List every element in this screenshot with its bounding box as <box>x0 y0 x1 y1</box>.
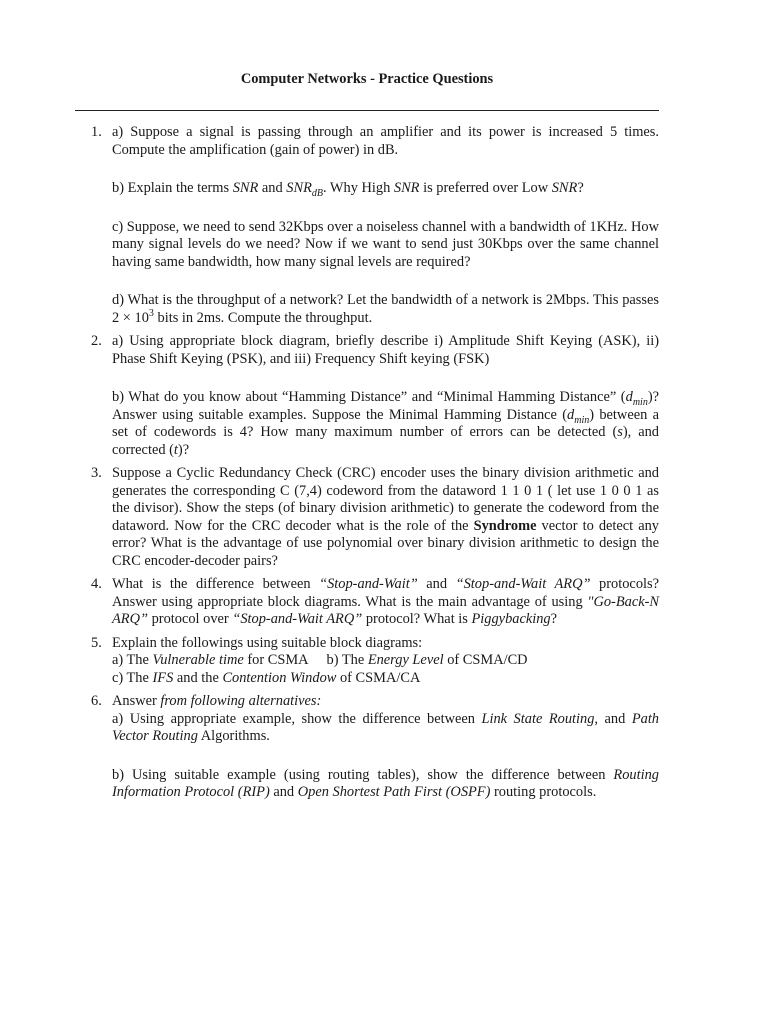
text: ), and corrected ( <box>112 424 660 458</box>
question-2b <box>112 389 659 459</box>
question-5-ab <box>112 652 659 670</box>
question-number: 3. <box>91 465 102 481</box>
text: , and <box>594 710 632 727</box>
question-5-c <box>112 670 659 688</box>
text: and <box>269 784 298 800</box>
dmin-subscript: min <box>632 396 648 408</box>
t-term: t <box>173 441 178 458</box>
exponent: 3 <box>148 307 154 319</box>
text: of CSMA/CD <box>443 652 528 668</box>
question-3 <box>75 465 659 570</box>
question-6-intro <box>112 693 659 711</box>
question-1a: a) Suppose a signal is passing through an amplifier and its power is increased 5 times. Compute the amplification (gain of power) in dB. <box>112 124 659 158</box>
text: protocol? What is <box>362 611 472 627</box>
text: b) What do you know about “Hamming Distance” and “Minimal Hamming Distance” ( <box>112 389 626 405</box>
dmin-term: d <box>625 389 633 405</box>
text: ? <box>577 180 584 196</box>
question-5 <box>75 635 659 688</box>
question-1 <box>75 124 659 327</box>
stop-and-wait-arq-term: “Stop-and-Wait ARQ” <box>232 611 363 627</box>
text: and <box>258 180 287 196</box>
text: routing protocols. <box>490 784 597 800</box>
text: ) between a set of codewords is 4? How many maximum number of errors can be detected ( <box>112 406 659 440</box>
text: and <box>417 576 456 592</box>
text: Suppose a Cyclic Redundancy Check (CRC) encoder uses the binary division arithmetic and generates the corresponding C (7,4) codeword from the dataword 1 1 0 1 ( let use 1 0 0 1 as the divisor). Show the steps (of binary division arithmetic) to generate the codeword from the dataword. Now for the CRC decoder what is the role of the <box>112 465 659 534</box>
alternatives-text: from following alternatives: <box>160 693 322 709</box>
question-6 <box>75 693 659 802</box>
question-6b <box>112 767 659 802</box>
text: Answer <box>112 693 161 709</box>
text: of CSMA/CA <box>336 669 421 686</box>
s-term: s <box>617 424 623 440</box>
path-vector-routing-term: Path Vector Routing <box>112 710 660 744</box>
question-number: 6. <box>91 693 102 709</box>
text: a) Using appropriate example, show the difference between <box>112 710 482 727</box>
question-6a <box>112 711 659 746</box>
question-2 <box>75 333 659 459</box>
text: b) Explain the terms <box>112 180 233 196</box>
text: vector to detect any error? What is the advantage of use polynomial over binary division arithmetic to design the CRC encoder-decoder pairs? <box>112 517 660 569</box>
text: b) The <box>326 652 368 668</box>
question-4 <box>75 576 659 629</box>
snr-term: SNR <box>232 180 259 196</box>
question-5-intro: Explain the followings using suitable block diagrams: <box>112 634 423 651</box>
dmin-term: d <box>567 406 575 423</box>
text: . Why High <box>322 180 394 196</box>
question-number: 1. <box>91 124 102 140</box>
question-list <box>75 124 659 802</box>
text: d) What is the throughput of a network? Let the bandwidth of a network is 2Mbps. This passes 2 × 10 <box>112 292 659 326</box>
question-number: 4. <box>91 576 102 592</box>
text: )? <box>177 441 190 458</box>
text: bits in 2ms. Compute the throughput. <box>153 309 373 326</box>
text: is preferred over Low <box>419 180 552 196</box>
ifs-term: IFS <box>152 669 174 686</box>
text: protocol over <box>147 611 233 627</box>
energy-level-term: Energy Level <box>367 652 444 668</box>
text: for CSMA <box>243 652 309 668</box>
stop-and-wait-arq-term: “Stop-and-Wait ARQ” <box>455 576 591 592</box>
text: a) The <box>112 652 153 668</box>
question-number: 2. <box>91 333 102 349</box>
text: Algorithms. <box>197 728 270 744</box>
snr-term: SNR <box>393 180 420 196</box>
go-back-n-term: "Go-Back-N ARQ” <box>112 593 659 627</box>
title-rule <box>75 110 659 111</box>
rip-term: Routing Information Protocol (RIP) <box>112 766 659 800</box>
text: and the <box>173 669 223 686</box>
link-state-routing-term: Link State Routing <box>481 710 595 727</box>
question-2a: a) Using appropriate block diagram, briefly describe i) Amplitude Shift Keying (ASK), ii) Phase Shift Keying (PSK), and iii) Frequency Shift keying (FSK) <box>112 333 659 367</box>
snrdb-subscript: dB <box>311 187 323 199</box>
text: ? <box>550 611 558 627</box>
text: protocols? Answer using appropriate block diagrams. What is the main advantage of using <box>112 576 659 610</box>
text: )? Answer using suitable examples. Suppose the Minimal Hamming Distance ( <box>112 389 659 423</box>
contention-window-term: Contention Window <box>222 669 337 686</box>
question-1d <box>112 292 659 327</box>
ospf-term: Open Shortest Path First (OSPF) <box>297 784 491 800</box>
stop-and-wait-term: “Stop-and-Wait” <box>319 576 418 592</box>
text: What is the difference between <box>112 576 320 592</box>
snrdb-term: SNR <box>286 180 312 196</box>
piggybacking-term: Piggybacking <box>471 611 551 627</box>
question-1b <box>112 180 659 198</box>
syndrome-term: Syndrome <box>473 517 537 534</box>
question-4-text <box>112 576 659 629</box>
question-3-text <box>112 465 659 570</box>
dmin-subscript: min <box>574 414 590 426</box>
vulnerable-time-term: Vulnerable time <box>152 652 244 668</box>
question-1c: c) Suppose, we need to send 32Kbps over a noiseless channel with a bandwidth of 1KHz. How many signal levels do we need? Now if we want to send just 30Kbps over the same channel having same bandwidth, how many signal levels are required? <box>112 218 659 270</box>
question-number: 5. <box>91 634 102 651</box>
snr-term: SNR <box>551 180 578 196</box>
text: b) Using suitable example (using routing tables), show the difference between <box>112 766 614 783</box>
text: c) The <box>112 669 153 686</box>
page-title: Computer Networks - Practice Questions <box>240 71 494 87</box>
